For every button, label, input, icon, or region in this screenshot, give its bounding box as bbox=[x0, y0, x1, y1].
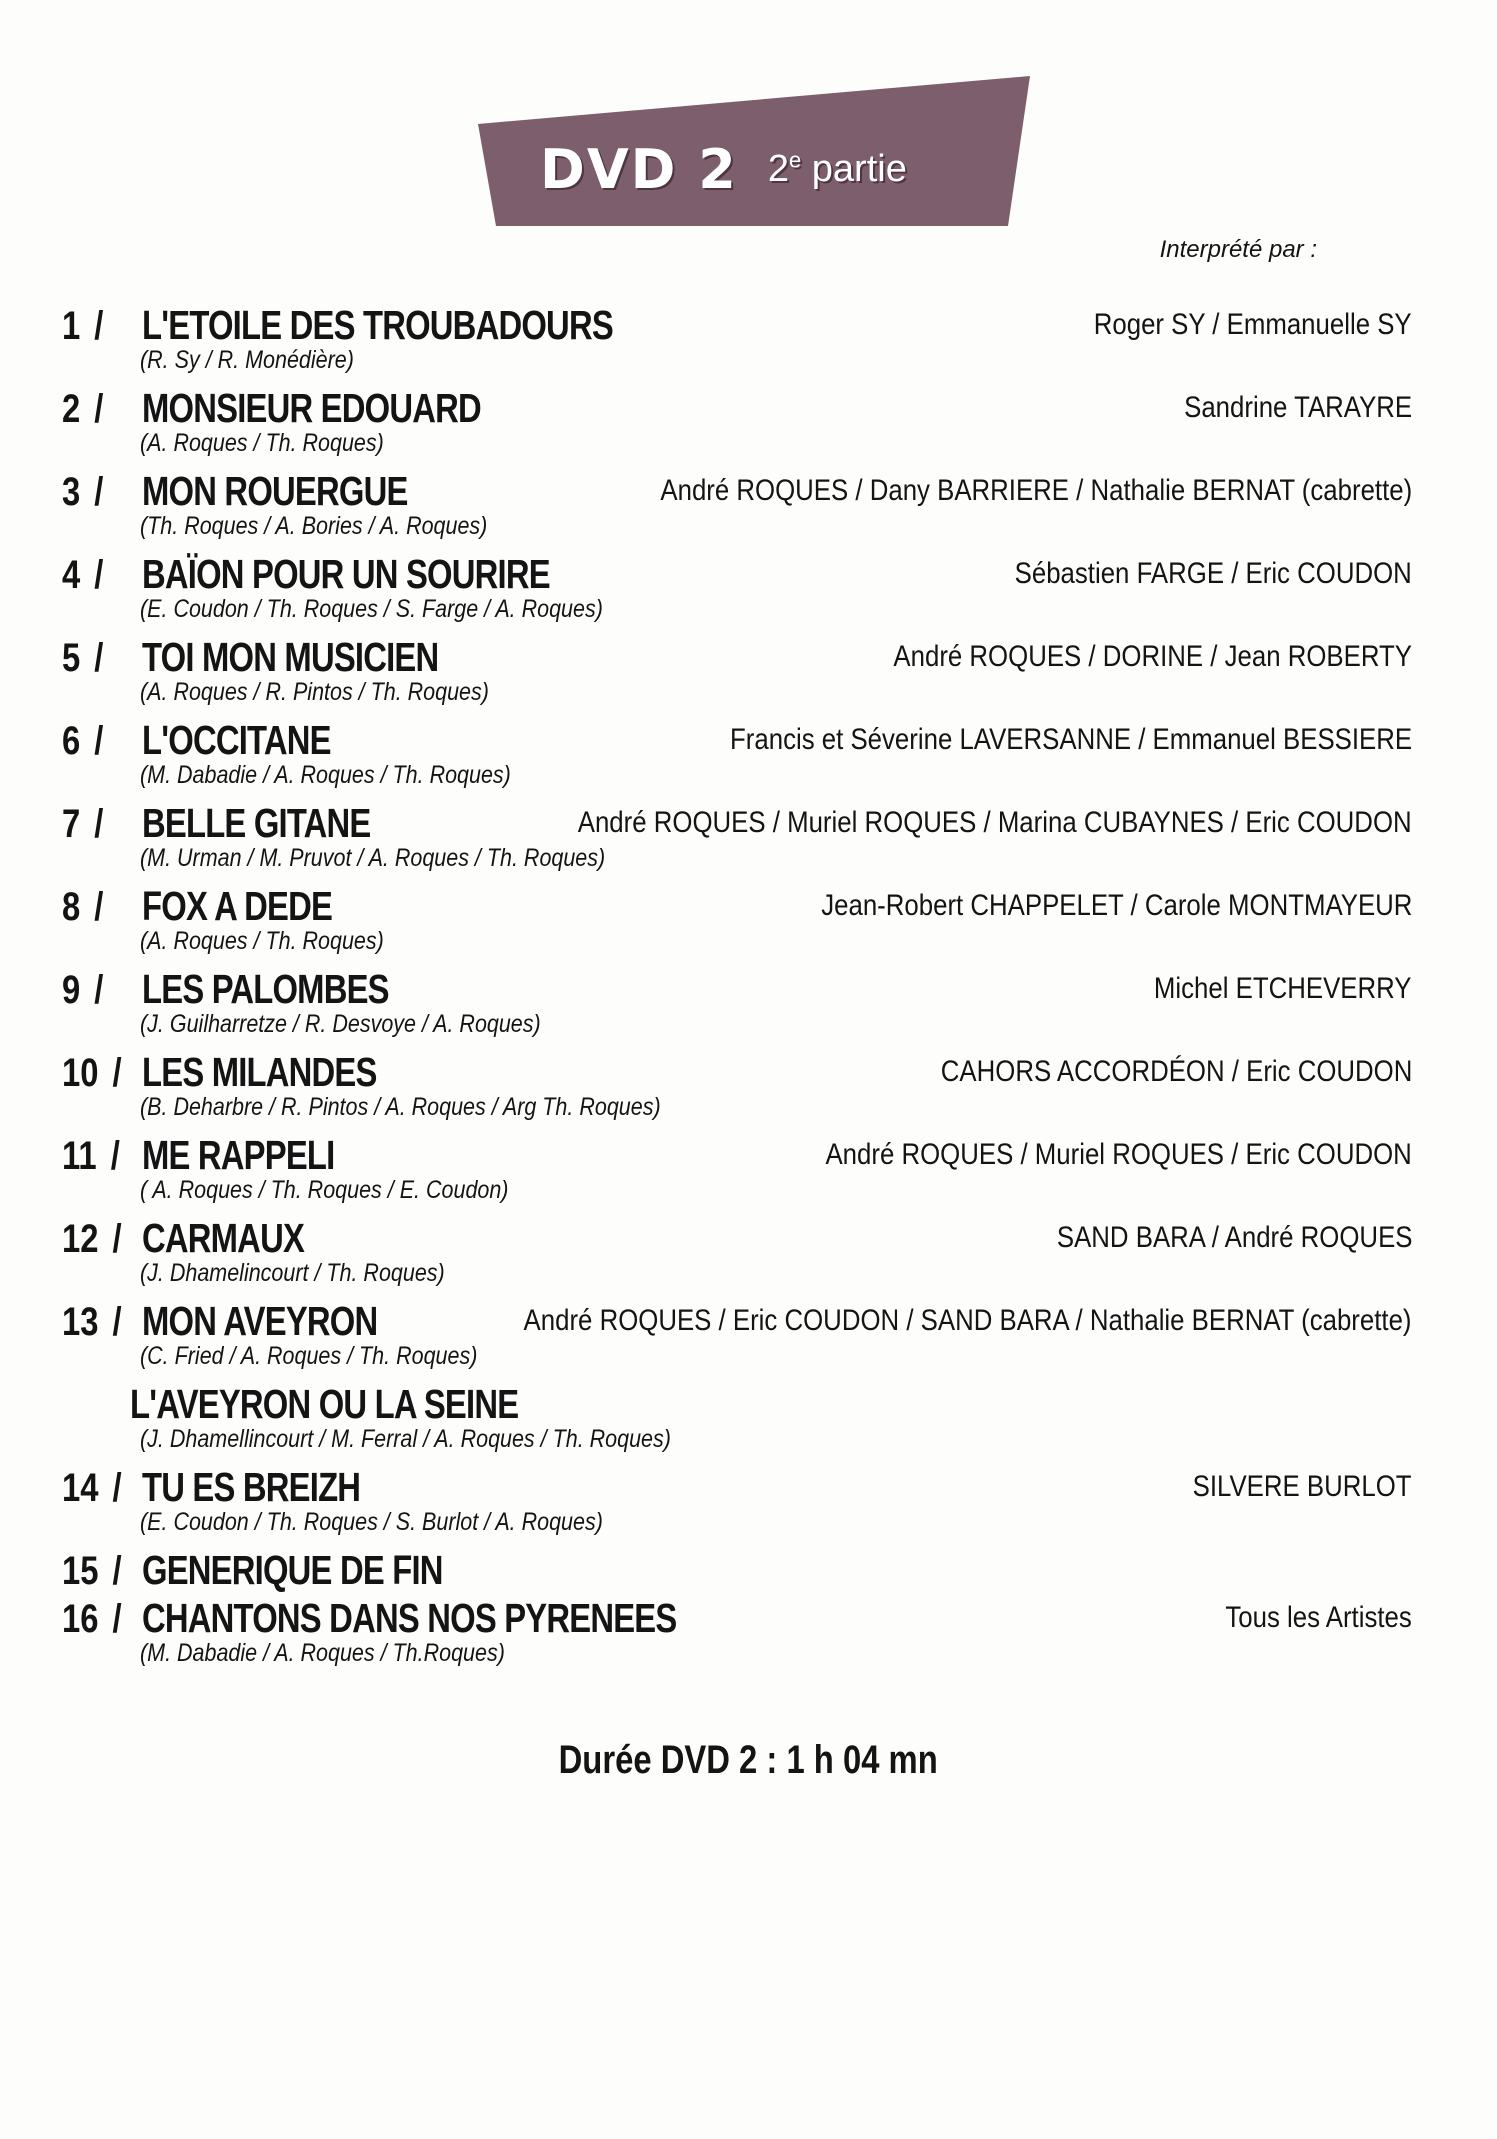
track-item bbox=[62, 1595, 1412, 1678]
track-credits: (J. Guilharretze / R. Desvoye / A. Roques) bbox=[140, 1010, 541, 1038]
track-number: 1 / bbox=[62, 304, 104, 348]
track-credits: (C. Fried / A. Roques / Th. Roques) bbox=[140, 1342, 478, 1370]
track-number: 10 / bbox=[62, 1051, 122, 1095]
track-title: LES MILANDES bbox=[142, 1049, 377, 1095]
dvd-title-banner bbox=[478, 76, 1030, 226]
track-performers: Sébastien FARGE / Eric COUDON bbox=[1014, 557, 1412, 590]
track-item bbox=[62, 634, 1412, 717]
track-item bbox=[62, 1298, 1412, 1381]
dvd-label: DVD 2 bbox=[540, 138, 738, 201]
track-performers: Francis et Séverine LAVERSANNE / Emmanuel BESSIERE bbox=[729, 723, 1412, 756]
track-number: 15 / bbox=[62, 1549, 122, 1593]
track-performers: André ROQUES / Eric COUDON / SAND BARA / Nathalie BERNAT (cabrette) bbox=[524, 1304, 1412, 1337]
track-number: 13 / bbox=[62, 1300, 122, 1344]
part-number: 2 bbox=[767, 148, 789, 191]
track-item bbox=[62, 1132, 1412, 1215]
track-title: MON AVEYRON bbox=[142, 1298, 378, 1344]
track-performers: Jean-Robert CHAPPELET / Carole MONTMAYEUR bbox=[820, 889, 1412, 922]
track-credits: (M. Urman / M. Pruvot / A. Roques / Th. Roques) bbox=[140, 844, 606, 872]
track-item bbox=[62, 385, 1412, 468]
track-item bbox=[62, 1547, 1412, 1595]
dvd-duration bbox=[0, 1738, 1497, 1783]
track-credits: ( A. Roques / Th. Roques / E. Coudon) bbox=[140, 1176, 509, 1204]
track-performers: Michel ETCHEVERRY bbox=[1154, 972, 1412, 1005]
track-credits: (Th. Roques / A. Bories / A. Roques) bbox=[140, 512, 488, 540]
track-number: 6 / bbox=[62, 719, 104, 763]
track-item bbox=[62, 551, 1412, 634]
track-credits: (A. Roques / Th. Roques) bbox=[140, 429, 384, 457]
track-number: 3 / bbox=[62, 470, 104, 514]
track-performers: CAHORS ACCORDÉON / Eric COUDON bbox=[940, 1055, 1412, 1088]
track-item bbox=[62, 717, 1412, 800]
track-title: ME RAPPELI bbox=[142, 1132, 335, 1178]
track-credits: (B. Deharbre / R. Pintos / A. Roques / Arg Th. Roques) bbox=[140, 1093, 661, 1121]
duration-text: Durée DVD 2 : 1 h 04 mn bbox=[558, 1738, 939, 1782]
track-item bbox=[62, 468, 1412, 551]
track-item bbox=[62, 883, 1412, 966]
track-item-medley-part bbox=[130, 1381, 1412, 1464]
track-title: L'AVEYRON OU LA SEINE bbox=[130, 1381, 519, 1427]
track-number: 9 / bbox=[62, 968, 104, 1012]
track-number: 12 / bbox=[62, 1217, 122, 1261]
track-number: 8 / bbox=[62, 885, 104, 929]
track-title: FOX A DEDE bbox=[142, 883, 333, 929]
part-suffix: e bbox=[788, 147, 802, 173]
track-title: BELLE GITANE bbox=[142, 800, 371, 846]
track-performers: SAND BARA / André ROQUES bbox=[1056, 1221, 1412, 1254]
track-credits: (M. Dabadie / A. Roques / Th.Roques) bbox=[140, 1639, 505, 1667]
track-performers: Sandrine TARAYRE bbox=[1183, 391, 1412, 424]
track-credits: (R. Sy / R. Monédière) bbox=[140, 346, 354, 374]
track-item bbox=[62, 302, 1412, 385]
track-number: 4 / bbox=[62, 553, 104, 597]
banner-text bbox=[540, 138, 907, 201]
track-title: L'ETOILE DES TROUBADOURS bbox=[142, 302, 613, 348]
track-performers: Tous les Artistes bbox=[1225, 1601, 1412, 1634]
track-title: LES PALOMBES bbox=[142, 966, 389, 1012]
track-title: CARMAUX bbox=[142, 1215, 305, 1261]
track-number: 16 / bbox=[62, 1597, 122, 1641]
track-item bbox=[62, 1464, 1412, 1547]
track-credits: (J. Dhamellincourt / M. Ferral / A. Roques / Th. Roques) bbox=[140, 1425, 671, 1453]
track-credits: (M. Dabadie / A. Roques / Th. Roques) bbox=[140, 761, 511, 789]
track-credits: (A. Roques / R. Pintos / Th. Roques) bbox=[140, 678, 489, 706]
track-number: 7 / bbox=[62, 802, 104, 846]
track-credits: (J. Dhamelincourt / Th. Roques) bbox=[140, 1259, 445, 1287]
track-item bbox=[62, 1215, 1412, 1298]
track-item bbox=[62, 800, 1412, 883]
performed-by-label: Interprété par : bbox=[1159, 236, 1317, 263]
track-title: L'OCCITANE bbox=[142, 717, 331, 763]
track-credits: (A. Roques / Th. Roques) bbox=[140, 927, 384, 955]
track-performers: SILVERE BURLOT bbox=[1193, 1470, 1412, 1503]
track-credits: (E. Coudon / Th. Roques / S. Farge / A. Roques) bbox=[140, 595, 603, 623]
track-number: 11 / bbox=[62, 1134, 120, 1178]
track-performers: André ROQUES / DORINE / Jean ROBERTY bbox=[893, 640, 1412, 673]
track-title: MON ROUERGUE bbox=[142, 468, 408, 514]
track-list bbox=[62, 302, 1412, 1678]
track-number: 2 / bbox=[62, 387, 104, 431]
track-title: TU ES BREIZH bbox=[142, 1464, 361, 1510]
track-performers: André ROQUES / Muriel ROQUES / Marina CUBAYNES / Eric COUDON bbox=[578, 806, 1412, 839]
track-item bbox=[62, 966, 1412, 1049]
track-number: 14 / bbox=[62, 1466, 122, 1510]
track-title: CHANTONS DANS NOS PYRENEES bbox=[142, 1595, 677, 1641]
track-title: MONSIEUR EDOUARD bbox=[142, 385, 481, 431]
track-title: GENERIQUE DE FIN bbox=[142, 1547, 443, 1593]
track-title: BAÏON POUR UN SOURIRE bbox=[142, 551, 550, 597]
track-number: 5 / bbox=[62, 636, 104, 680]
part-word: partie bbox=[811, 148, 907, 191]
track-credits: (E. Coudon / Th. Roques / S. Burlot / A. Roques) bbox=[140, 1508, 603, 1536]
track-performers: Roger SY / Emmanuelle SY bbox=[1094, 308, 1412, 341]
track-performers: André ROQUES / Muriel ROQUES / Eric COUDON bbox=[825, 1138, 1412, 1171]
track-performers: André ROQUES / Dany BARRIERE / Nathalie BERNAT (cabrette) bbox=[660, 474, 1412, 507]
track-item bbox=[62, 1049, 1412, 1132]
part-label bbox=[768, 148, 907, 190]
track-title: TOI MON MUSICIEN bbox=[142, 634, 439, 680]
